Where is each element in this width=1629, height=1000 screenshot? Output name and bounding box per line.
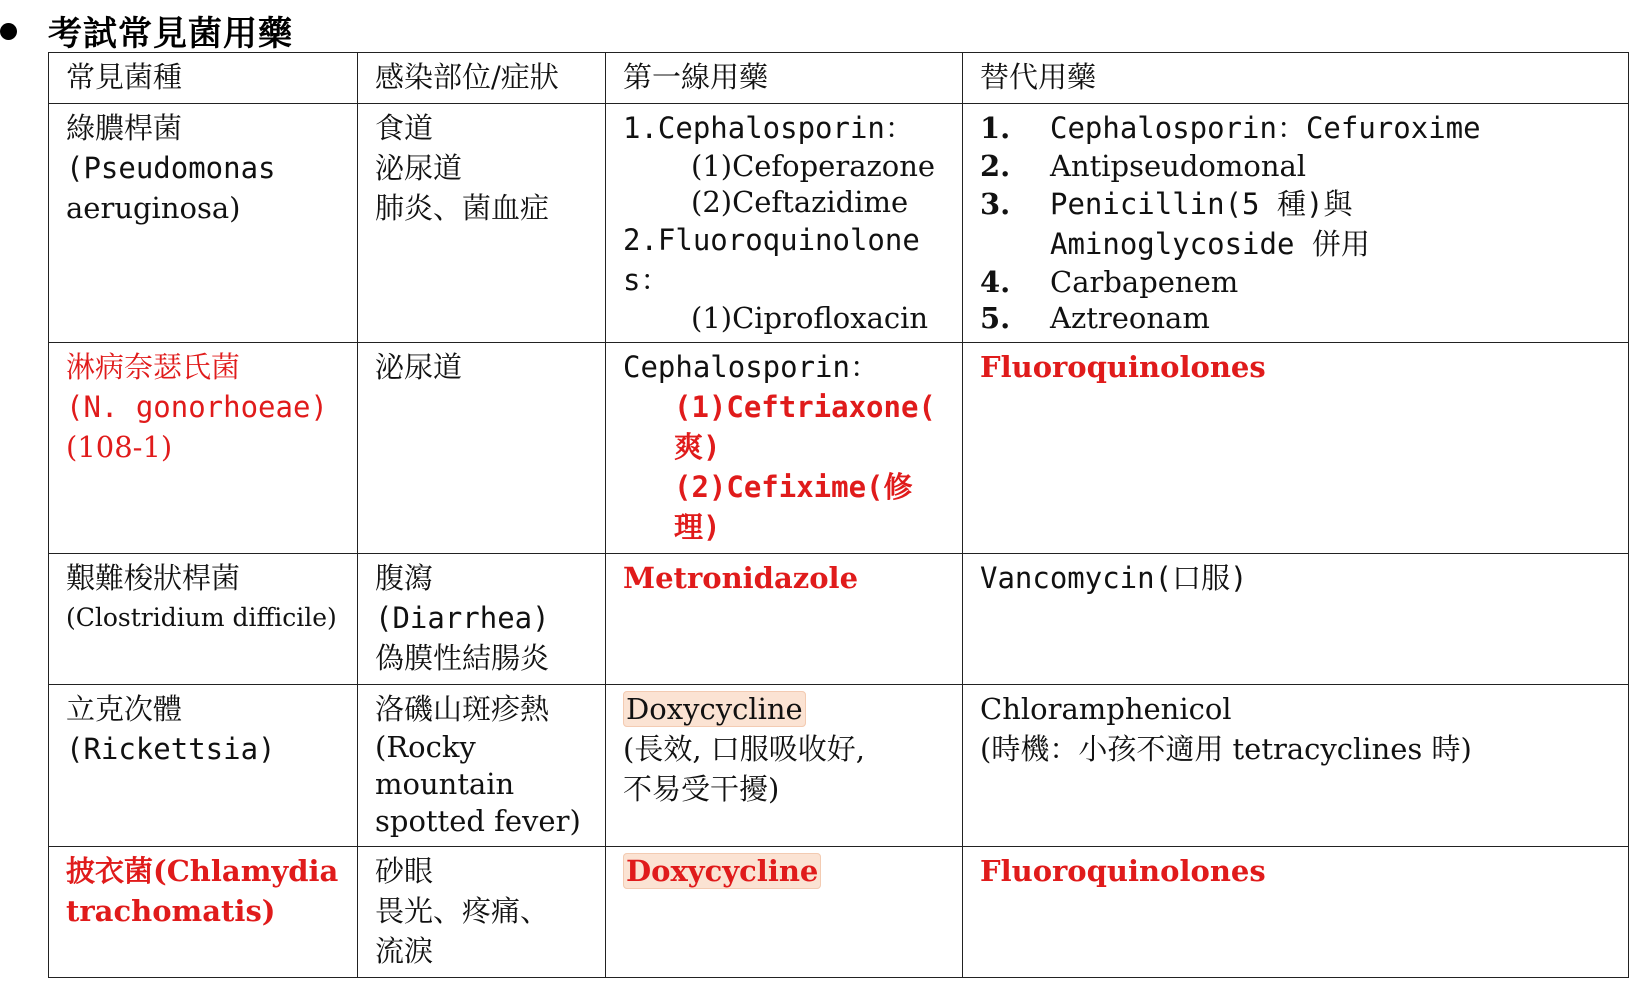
site-text: 肺炎、菌血症 <box>375 191 550 225</box>
item-number: 4. <box>980 265 1011 299</box>
bacterium-name: 披衣菌(Chlamydia <box>66 854 339 888</box>
drug-class: s： <box>623 263 670 297</box>
alternative-text: Carbapenem <box>1050 265 1239 299</box>
alternative-cell <box>963 104 1629 343</box>
alternative-text: Aminoglycoside 併用 <box>1050 227 1370 261</box>
item-number: 5. <box>980 301 1011 335</box>
drug-name: (1)Cefoperazone <box>691 149 936 183</box>
bacterium-cell <box>49 104 358 343</box>
site-text: 砂眼 <box>375 854 434 888</box>
alternative-text: Cephalosporin：Cefuroxime <box>1050 111 1481 145</box>
table-row <box>49 343 1629 554</box>
alternative-note: (時機：小孩不適用 tetracyclines 時) <box>980 732 1472 766</box>
first-line-cell <box>606 685 963 847</box>
table-row <box>49 104 1629 343</box>
alternative-cell <box>963 685 1629 847</box>
site-text: (Rocky <box>375 730 476 764</box>
alternative-cell <box>963 847 1629 978</box>
page-title: 考試常見菌用藥 <box>48 14 293 54</box>
bacterium-note: (108-1) <box>66 430 173 464</box>
header-bacteria: 常見菌種 <box>49 53 358 104</box>
drug-note: 爽) <box>674 430 721 464</box>
first-line-cell <box>606 343 963 554</box>
drug-name-wrap <box>623 689 954 729</box>
item-number: 1. <box>980 111 1011 145</box>
drug-name: (2)Ceftazidime <box>691 185 909 219</box>
alternative-item <box>980 108 1620 148</box>
antibiotic-table <box>48 52 1629 978</box>
site-cell <box>358 847 606 978</box>
site-text: 泌尿道 <box>375 350 463 384</box>
drug-name: Doxycycline <box>623 691 806 727</box>
site-text: (Diarrhea) <box>375 601 550 635</box>
site-text: spotted fever) <box>375 804 581 838</box>
first-line-cell <box>606 554 963 685</box>
alternative-item <box>980 184 1620 224</box>
bacterium-cell <box>49 343 358 554</box>
drug-name: Doxycycline <box>623 853 821 889</box>
site-text: 腹瀉 <box>375 561 434 595</box>
bacterium-cell <box>49 685 358 847</box>
alternative-text: Penicillin(5 種)與 <box>1050 187 1353 221</box>
table-header-row <box>49 53 1629 104</box>
alternative-text: Vancomycin(口服) <box>980 561 1248 595</box>
bacterium-name: 綠膿桿菌 <box>66 111 183 145</box>
bacterium-latin: trachomatis) <box>66 894 276 928</box>
alternative-item <box>980 224 1620 264</box>
drug-class: 1.Cephalosporin： <box>623 111 914 145</box>
site-text: 食道 <box>375 111 434 145</box>
drug-note: 理) <box>674 510 721 544</box>
site-cell <box>358 554 606 685</box>
bacterium-name: 立克次體 <box>66 692 183 726</box>
alternative-text: Chloramphenicol <box>980 692 1232 726</box>
alternative-item <box>980 300 1620 336</box>
table-row <box>49 685 1629 847</box>
bacterium-latin: aeruginosa) <box>66 191 241 225</box>
site-text: 畏光、疼痛、 <box>375 894 550 928</box>
header-site: 感染部位/症狀 <box>358 53 606 104</box>
site-text: mountain <box>375 767 515 801</box>
site-text: 流淚 <box>375 934 434 968</box>
alternative-cell <box>963 554 1629 685</box>
bacterium-name: 艱難梭狀桿菌 <box>66 561 241 595</box>
site-text: 偽膜性結腸炎 <box>375 641 550 675</box>
alternative-text: Aztreonam <box>1050 301 1210 335</box>
item-number: 2. <box>980 149 1011 183</box>
bacterium-latin: (N. gonorhoeae) <box>66 390 328 424</box>
table-row <box>49 554 1629 685</box>
bacterium-latin: (Rickettsia) <box>66 732 276 766</box>
drug-name-wrap <box>623 851 954 891</box>
alternative-text: Fluoroquinolones <box>980 854 1266 888</box>
bullet-icon <box>0 23 17 40</box>
alternative-item <box>980 148 1620 184</box>
item-number: 3. <box>980 187 1011 221</box>
alternative-text: Antipseudomonal <box>1050 149 1307 183</box>
site-text: 泌尿道 <box>375 151 463 185</box>
drug-name: (1)Ciprofloxacin <box>691 301 929 335</box>
drug-name: (2)Cefixime(修 <box>674 470 913 504</box>
heading-row <box>0 4 1629 54</box>
bacterium-cell <box>49 554 358 685</box>
table-row <box>49 847 1629 978</box>
first-line-cell <box>606 847 963 978</box>
drug-note: 不易受干擾) <box>623 772 780 806</box>
header-first-line: 第一線用藥 <box>606 53 963 104</box>
first-line-cell <box>606 104 963 343</box>
alternative-text: Fluoroquinolones <box>980 350 1266 384</box>
header-alternative: 替代用藥 <box>963 53 1629 104</box>
drug-name: Metronidazole <box>623 561 859 595</box>
site-cell <box>358 104 606 343</box>
site-cell <box>358 685 606 847</box>
item-number <box>980 224 1050 264</box>
alternative-cell <box>963 343 1629 554</box>
drug-note: (長效, 口服吸收好, <box>623 732 865 766</box>
drug-class: 2.Fluoroquinolone <box>623 223 920 257</box>
bacterium-latin: (Pseudomonas <box>66 151 276 185</box>
drug-class: Cephalosporin： <box>623 350 879 384</box>
site-text: 洛磯山斑疹熱 <box>375 692 550 726</box>
bacterium-cell <box>49 847 358 978</box>
alternative-item <box>980 264 1620 300</box>
bacterium-name: 淋病奈瑟氏菌 <box>66 350 241 384</box>
site-cell <box>358 343 606 554</box>
drug-name: (1)Ceftriaxone( <box>674 390 936 424</box>
bacterium-latin: (Clostridium difficile) <box>66 603 337 632</box>
